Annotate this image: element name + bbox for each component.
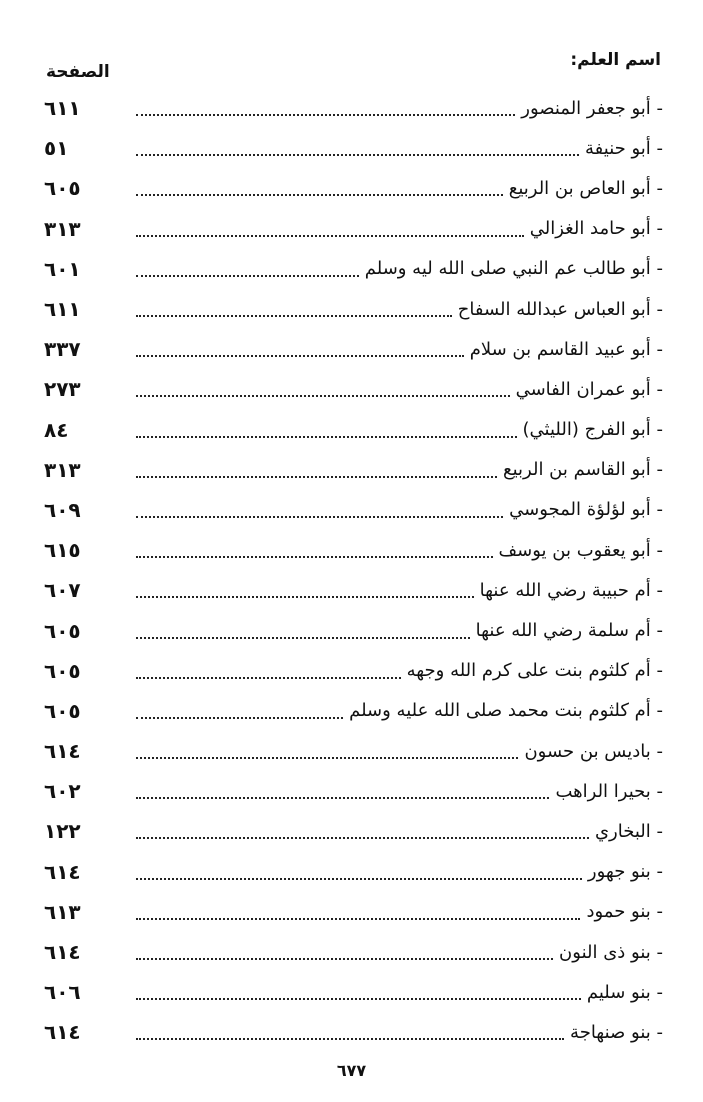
index-entry (40, 651, 663, 691)
dot-leader (136, 659, 401, 679)
index-entry (40, 1012, 663, 1052)
entry-name: - أم كلثوم بنت محمد صلى الله عليه وسلم (349, 700, 663, 722)
index-entry (40, 811, 663, 851)
entry-name: - أبو عمران الفاسي (515, 378, 663, 400)
entry-name: - بنو سليم (586, 981, 663, 1003)
entry-name: - أبو طالب عم النبي صلى الله ليه وسلم (364, 258, 663, 280)
dot-leader (136, 257, 359, 277)
entry-name: - أبو حنيفة (585, 137, 663, 159)
entry-page-number: ٢٧٣ (44, 377, 81, 402)
index-entry (40, 972, 663, 1012)
entry-page-number: ٥١ (44, 136, 69, 161)
entry-page-number: ٦١١ (44, 96, 81, 121)
index-entry (40, 691, 663, 731)
dot-leader (136, 96, 515, 116)
index-entry (40, 369, 663, 409)
entry-name: - أبو يعقوب بن يوسف (498, 539, 663, 561)
entry-page-number: ٦١٣ (44, 899, 81, 924)
index-entry (40, 490, 663, 530)
entry-name: - أبو العاص بن الربيع (508, 177, 663, 199)
index-entry (40, 289, 663, 329)
index-entry (40, 450, 663, 490)
entry-name: - أبو العباس عبدالله السفاح (457, 298, 663, 320)
entry-page-number: ٦١١ (44, 297, 81, 322)
entry-name: - بنو جهور (587, 861, 663, 883)
entry-page-number: ٦٠١ (44, 256, 81, 281)
entry-page-number: ٦٠٥ (44, 658, 81, 683)
dot-leader (136, 136, 579, 156)
entry-page-number: ٦٠٥ (44, 618, 81, 643)
index-entries-list (40, 88, 663, 1053)
entry-name: - بنو صنهاجة (570, 1021, 663, 1043)
entry-page-number: ٦١٤ (44, 1020, 81, 1045)
index-entry (40, 410, 663, 450)
entry-name: - البخاري (594, 820, 663, 842)
entry-name: - بحيرا الراهب (555, 780, 663, 802)
dot-leader (136, 217, 524, 237)
entry-page-number: ٣٣٧ (44, 337, 81, 362)
entry-page-number: ٦٠٩ (44, 497, 81, 522)
dot-leader (136, 779, 549, 799)
entry-name: - أبو عبيد القاسم بن سلام (469, 338, 663, 360)
entry-name: - بنو حمود (586, 901, 663, 923)
index-entry (40, 168, 663, 208)
dot-leader (136, 418, 517, 438)
dot-leader (136, 337, 464, 357)
entry-page-number: ٦٠٧ (44, 578, 81, 603)
entry-page-number: ٦١٤ (44, 859, 81, 884)
dot-leader (136, 980, 581, 1000)
index-entry (40, 329, 663, 369)
index-entry (40, 128, 663, 168)
entry-page-number: ٨٤ (44, 417, 69, 442)
entry-name: - باديس بن حسون (524, 740, 663, 762)
index-header (40, 50, 661, 82)
name-column-heading: اسم العلم: (570, 50, 661, 70)
index-entry (40, 892, 663, 932)
dot-leader (136, 819, 589, 839)
index-entry (40, 209, 663, 249)
index-entry (40, 88, 663, 128)
entry-page-number: ٦٠٢ (44, 779, 81, 804)
dot-leader (136, 458, 497, 478)
entry-name: - أبو جعفر المنصور (521, 97, 663, 119)
dot-leader (136, 176, 503, 196)
dot-leader (136, 538, 493, 558)
entry-page-number: ٦١٥ (44, 538, 81, 563)
entry-name: - أبو حامد الغزالي (529, 218, 663, 240)
dot-leader (136, 900, 580, 920)
index-entry (40, 852, 663, 892)
dot-leader (136, 739, 518, 759)
entry-page-number: ٦٠٥ (44, 698, 81, 723)
index-entry (40, 249, 663, 289)
index-entry (40, 530, 663, 570)
dot-leader (136, 1020, 564, 1040)
index-entry (40, 731, 663, 771)
page-number: ٦٧٧ (336, 1061, 367, 1080)
index-entry (40, 932, 663, 972)
index-entry (40, 771, 663, 811)
index-entry (40, 610, 663, 650)
dot-leader (136, 578, 474, 598)
dot-leader (136, 699, 343, 719)
dot-leader (136, 860, 582, 880)
index-entry (40, 570, 663, 610)
entry-name: - أم سلمة رضي الله عنها (475, 620, 663, 642)
entry-name: - بنو ذى النون (559, 941, 663, 963)
entry-name: - أم كلثوم بنت على كرم الله وجهه (406, 660, 663, 682)
entry-name: - أبو القاسم بن الربيع (503, 459, 663, 481)
entry-page-number: ٣١٣ (44, 457, 81, 482)
dot-leader (136, 297, 452, 317)
entry-page-number: ١٢٢ (44, 819, 81, 844)
dot-leader (136, 619, 470, 639)
entry-page-number: ٦٠٥ (44, 176, 81, 201)
page-column-heading: الصفحة (46, 62, 110, 82)
entry-name: - أبو لؤلؤة المجوسي (509, 499, 663, 521)
entry-name: - أبو الفرج (الليثي) (522, 419, 663, 441)
entry-page-number: ٣١٣ (44, 216, 81, 241)
dot-leader (136, 377, 510, 397)
entry-page-number: ٦٠٦ (44, 980, 81, 1005)
dot-leader (136, 498, 503, 518)
entry-page-number: ٦١٤ (44, 739, 81, 764)
entry-name: - أم حبيبة رضي الله عنها (479, 579, 663, 601)
dot-leader (136, 940, 553, 960)
entry-page-number: ٦١٤ (44, 940, 81, 965)
